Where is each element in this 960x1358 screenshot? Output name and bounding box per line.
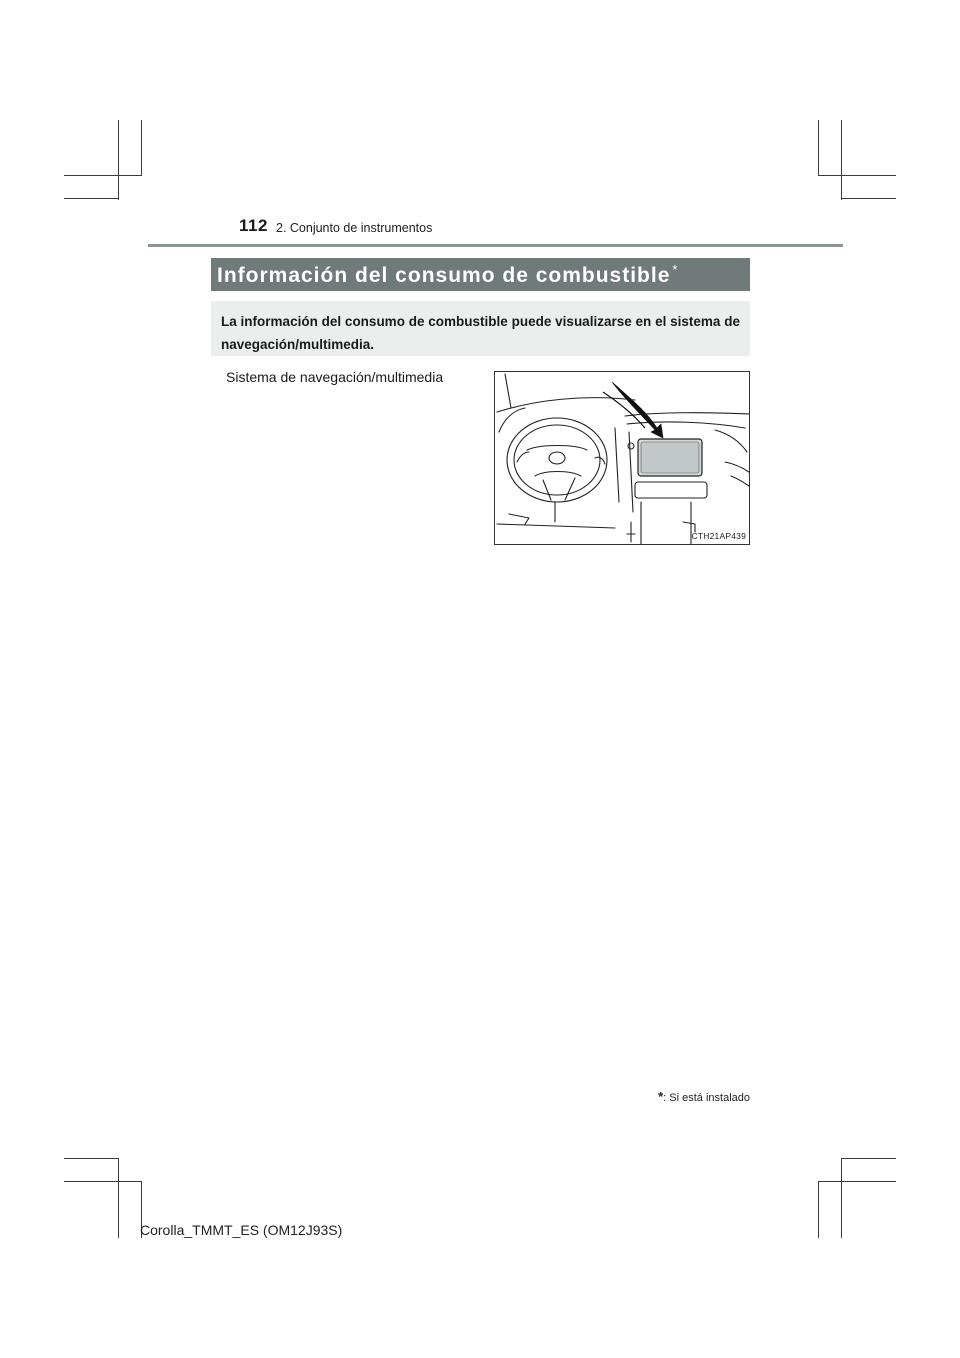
crop-mark [841, 1158, 896, 1159]
section-title [211, 258, 750, 291]
chapter-title: 2. Conjunto de instrumentos [276, 221, 433, 235]
pointer-arrow-icon [612, 382, 663, 438]
console-vent [635, 482, 707, 498]
crop-mark [818, 1181, 896, 1182]
page-number: 112 [239, 216, 268, 235]
document-id: Corolla_TMMT_ES (OM12J93S) [140, 1222, 343, 1238]
footnote-text: : Si está instalado [663, 1092, 750, 1104]
header-rule [148, 244, 843, 247]
dashboard-drawing [495, 372, 750, 545]
installed-option-mark: * [672, 262, 679, 277]
figure-code: CTH21AP439 [691, 531, 746, 541]
crop-mark [841, 120, 842, 200]
figure-caption: Sistema de navegación/multimedia [226, 369, 444, 385]
footnote-mark: * [658, 1089, 664, 1104]
section-title-text: Información del consumo de combustible [217, 264, 671, 287]
crop-mark [818, 120, 819, 176]
crop-mark [118, 1158, 119, 1238]
crop-mark [64, 198, 119, 199]
crop-mark [818, 1181, 819, 1238]
crop-mark [141, 120, 142, 176]
a-pillar-line [505, 374, 511, 408]
steering-hub [549, 452, 565, 464]
intro-summary: La información del consumo de combustible puede visualizarse en el sistema de navegación/multimedia. [211, 301, 750, 356]
crop-mark [64, 1158, 119, 1159]
crop-mark [841, 1158, 842, 1238]
crop-mark [841, 198, 896, 199]
crop-mark [64, 1181, 142, 1182]
crop-mark [118, 120, 119, 200]
dashboard-illustration [494, 371, 750, 545]
crop-mark [64, 175, 142, 176]
steering-wheel-spoke [527, 446, 587, 451]
crop-mark [818, 175, 896, 176]
footnote [658, 1089, 750, 1104]
steering-wheel-rim [507, 418, 607, 502]
